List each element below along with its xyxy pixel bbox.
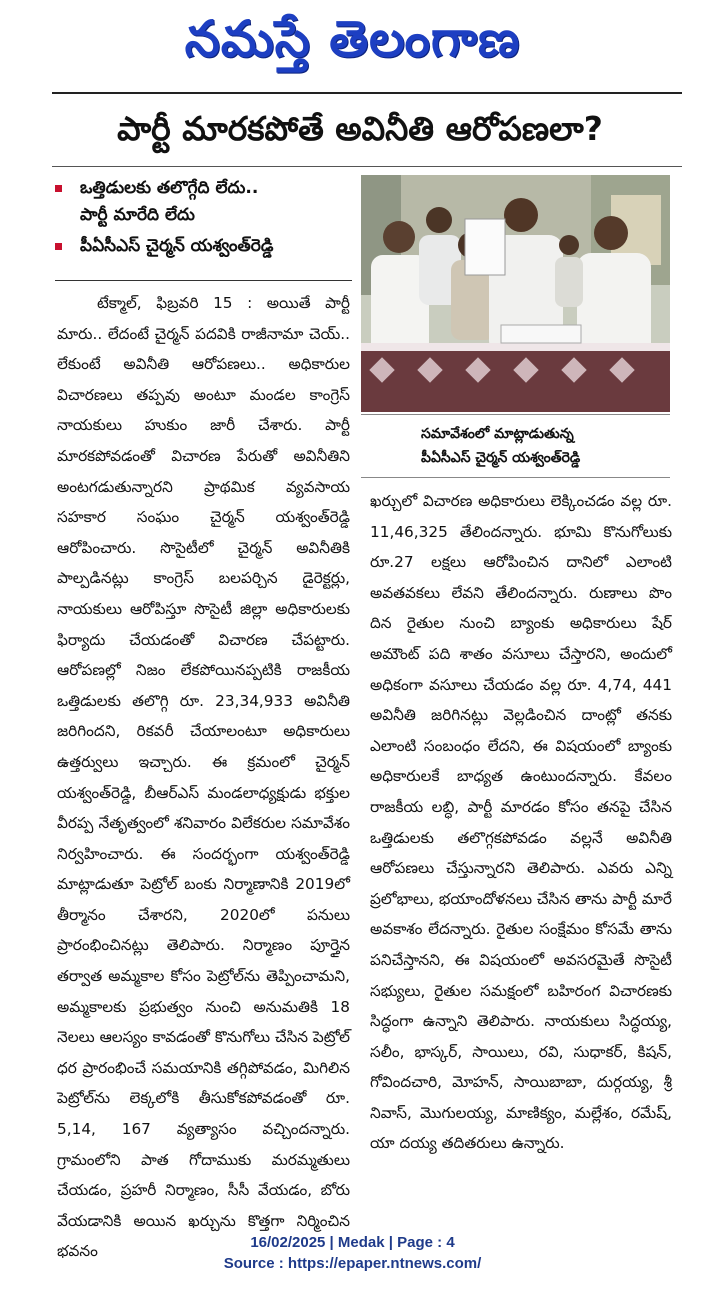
bullet-text-continued: పార్టీ మారేది లేదు: [80, 205, 195, 225]
article-column-left: టేక్మాల్, ఫిబ్రవరి 15 : అయితే పార్టీ మారు.. లేదంటే చైర్మన్ పదవికి రాజీనామా చెయ్.. లేకుంటే అవినీతి ఆరోపణలు.. అధికారుల విచారణలు తప్పవు అంటూ మండల కాంగ్రెస్ నాయకులు హుకుం జారీ చేశారు. పార్టీ మారకపోవడంతో విచారణ పేరుతో అవినీతిని అంటగడుతున్నారని ప్రాథమిక వ్యవసాయ సహకార సంఘం చైర్మన్ యశ్వంత్‌రెడ్డి ఆరోపించారు. సొసైటీలో చైర్మన్ అవినీతికి పాల్పడినట్లు కాంగ్రెస్ బలపర్చిన డైరెక్టర్లు, నాయకులు ఆరోపిస్తూ సొసైటీ జిల్లా అధికారులకు ఫిర్యాదు చేయడంతో విచారణ చేపట్టారు. ఆరోపణల్లో నిజం లేకపోయినప్పటికి రాజకీయ ఒత్తిడులకు తలొగ్గి రూ. 23,34,933 అవినీతి జరిగిందని, రికవరీ చేయాలంటూ అధికారులు ఉత్తర్వులు ఇచ్చారు. ఈ క్రమంలో చైర్మన్ యశ్వంత్‌రెడ్డి, బీఆర్ఎస్ మండలాధ్యక్షుడు భక్తుల వీరప్ప నేతృత్వంలో శనివారం విలేకరుల సమావేశం నిర్వహించారు. ఈ సందర్భంగా యశ్వంత్‌రెడ్డి మాట్లాడుతూ పెట్రోల్ బంకు నిర్మాణానికి 2019లో తీర్మానం చేశారని, 2020లో పనులు ప్రారంభించినట్లు తెలిపారు. నిర్మాణం పూర్తైన తర్వాత అమ్మకాల కోసం పెట్రోల్‌ను తెప్పించామని, అమ్మకాలకు ప్రభుత్వం నుంచి అనుమతికి 18 నెలలు ఆలస్యం కావడంతో కొనుగోలు చేసిన పెట్రోల్ ధర ప్రారంభించే సమయానికి తగ్గిపోవడం, మిగిలిన పెట్రోల్‌ను లెక్కలోకి తీసుకోకపోవడంతో రూ. 5,14, 167 వ్యత్యాసం వచ్చిందన్నారు. గ్రామంలోని పాత గోదాముకు మరమ్మతులు చేయడం, ప్రహరీ నిర్మాణం, సీసీ వేయడం, బోరు వేయడానికి అయిన ఖర్చును కొత్తగా నిర్మించిన భవనం: [57, 294, 350, 1261]
headline-text: పార్టీ మారకపోతే అవినీతి ఆరోపణలా?: [117, 108, 603, 148]
headline-divider: [52, 166, 682, 167]
bullet-item: [55, 176, 355, 201]
caption-line: పీఏసీఎస్ చైర్మన్ యశ్వంత్‌రెడ్డి: [421, 450, 581, 466]
news-photo: [361, 175, 670, 412]
bullet-text: పీఏసీఎస్ చైర్మన్ యశ్వంత్‌రెడ్డి: [80, 236, 274, 256]
footer-source-link[interactable]: Source : https://epaper.ntnews.com/: [223, 1255, 482, 1272]
bullet-square-icon: [55, 185, 62, 192]
masthead: [0, 0, 705, 90]
footer: [0, 1233, 705, 1275]
headline: [40, 102, 680, 162]
caption-line: సమావేశంలో మాట్లాడుతున్న: [421, 426, 574, 442]
bullet-text: ఒత్తిడులకు తలొగ్గేది లేదు..: [80, 178, 259, 198]
subheadline-bullets: [55, 176, 355, 265]
bullet-square-icon: [55, 243, 62, 250]
article-column-right: ఖర్చులో విచారణ అధికారులు లెక్కించడం వల్ల రూ. 11,46,325 తేలిందన్నారు. భూమి కొనుగోలుకు రూ.27 లక్షలు ఆరోపించిన దానిలో ఎలాంటి అవతవకలు లేవని తేలిందన్నారు. రుణాలు పొం దిన రైతుల నుంచి బ్యాంకు అధికారులు షేర్ అమౌంట్ పది శాతం వసూలు చేస్తారని, అందులో అధికంగా వసూలు చేయడం వల్ల రూ. 4,74, 441 అవినీతి జరిగినట్లు వెల్లడించిన దాంట్లో తనకు ఎలాంటి సంబంధం లేదని, ఈ విషయంలో బ్యాంకు అధికారులకే బాధ్యత ఉంటుందన్నారు. కేవలం రాజకీయ లబ్ధి, పార్టీ మారడం కోసం తనపై చేసిన ఒత్తిడులకు తలొగ్గకపోవడం వల్లనే అవినీతి ఆరోపణలు చేస్తున్నారని తెలిపారు. ఎవరు ఎన్ని ప్రలోభాలు, భయాందోళనలు చేసిన తాను పార్టీ మారే అవకాశం లేదన్నారు. రైతుల సంక్షేమం కోసమే తాను పనిచేస్తానని, ఈ విషయంలో అవసరమైతే సొసైటీ సభ్యులు, రైతుల సమక్షంలో బహిరంగ విచారణకు సిద్ధంగా ఉన్నాని తెలిపారు. నాయకులు సిద్ధయ్య, సలీం, భాస్కర్, సాయిలు, రవి, సుధాకర్, కిషన్, గోవిందచారి, మోహన్, సాయిబాబా, దుర్గయ్య, శ్రీ నివాస్, మొగులయ్య, మాణిక్యం, మల్లేశం, రమేష్, యా దయ్య తదితరులు ఉన్నారు.: [370, 492, 672, 1153]
photo-caption: [361, 414, 670, 478]
masthead-divider: [52, 92, 682, 94]
masthead-title: నమస్తే తెలంగాణ: [184, 9, 521, 68]
bullets-divider: [55, 280, 352, 281]
bullet-item: [55, 234, 355, 259]
press-meet-photo-illustration: [361, 175, 670, 412]
footer-date-edition-page: 16/02/2025 | Medak | Page : 4: [250, 1234, 455, 1251]
